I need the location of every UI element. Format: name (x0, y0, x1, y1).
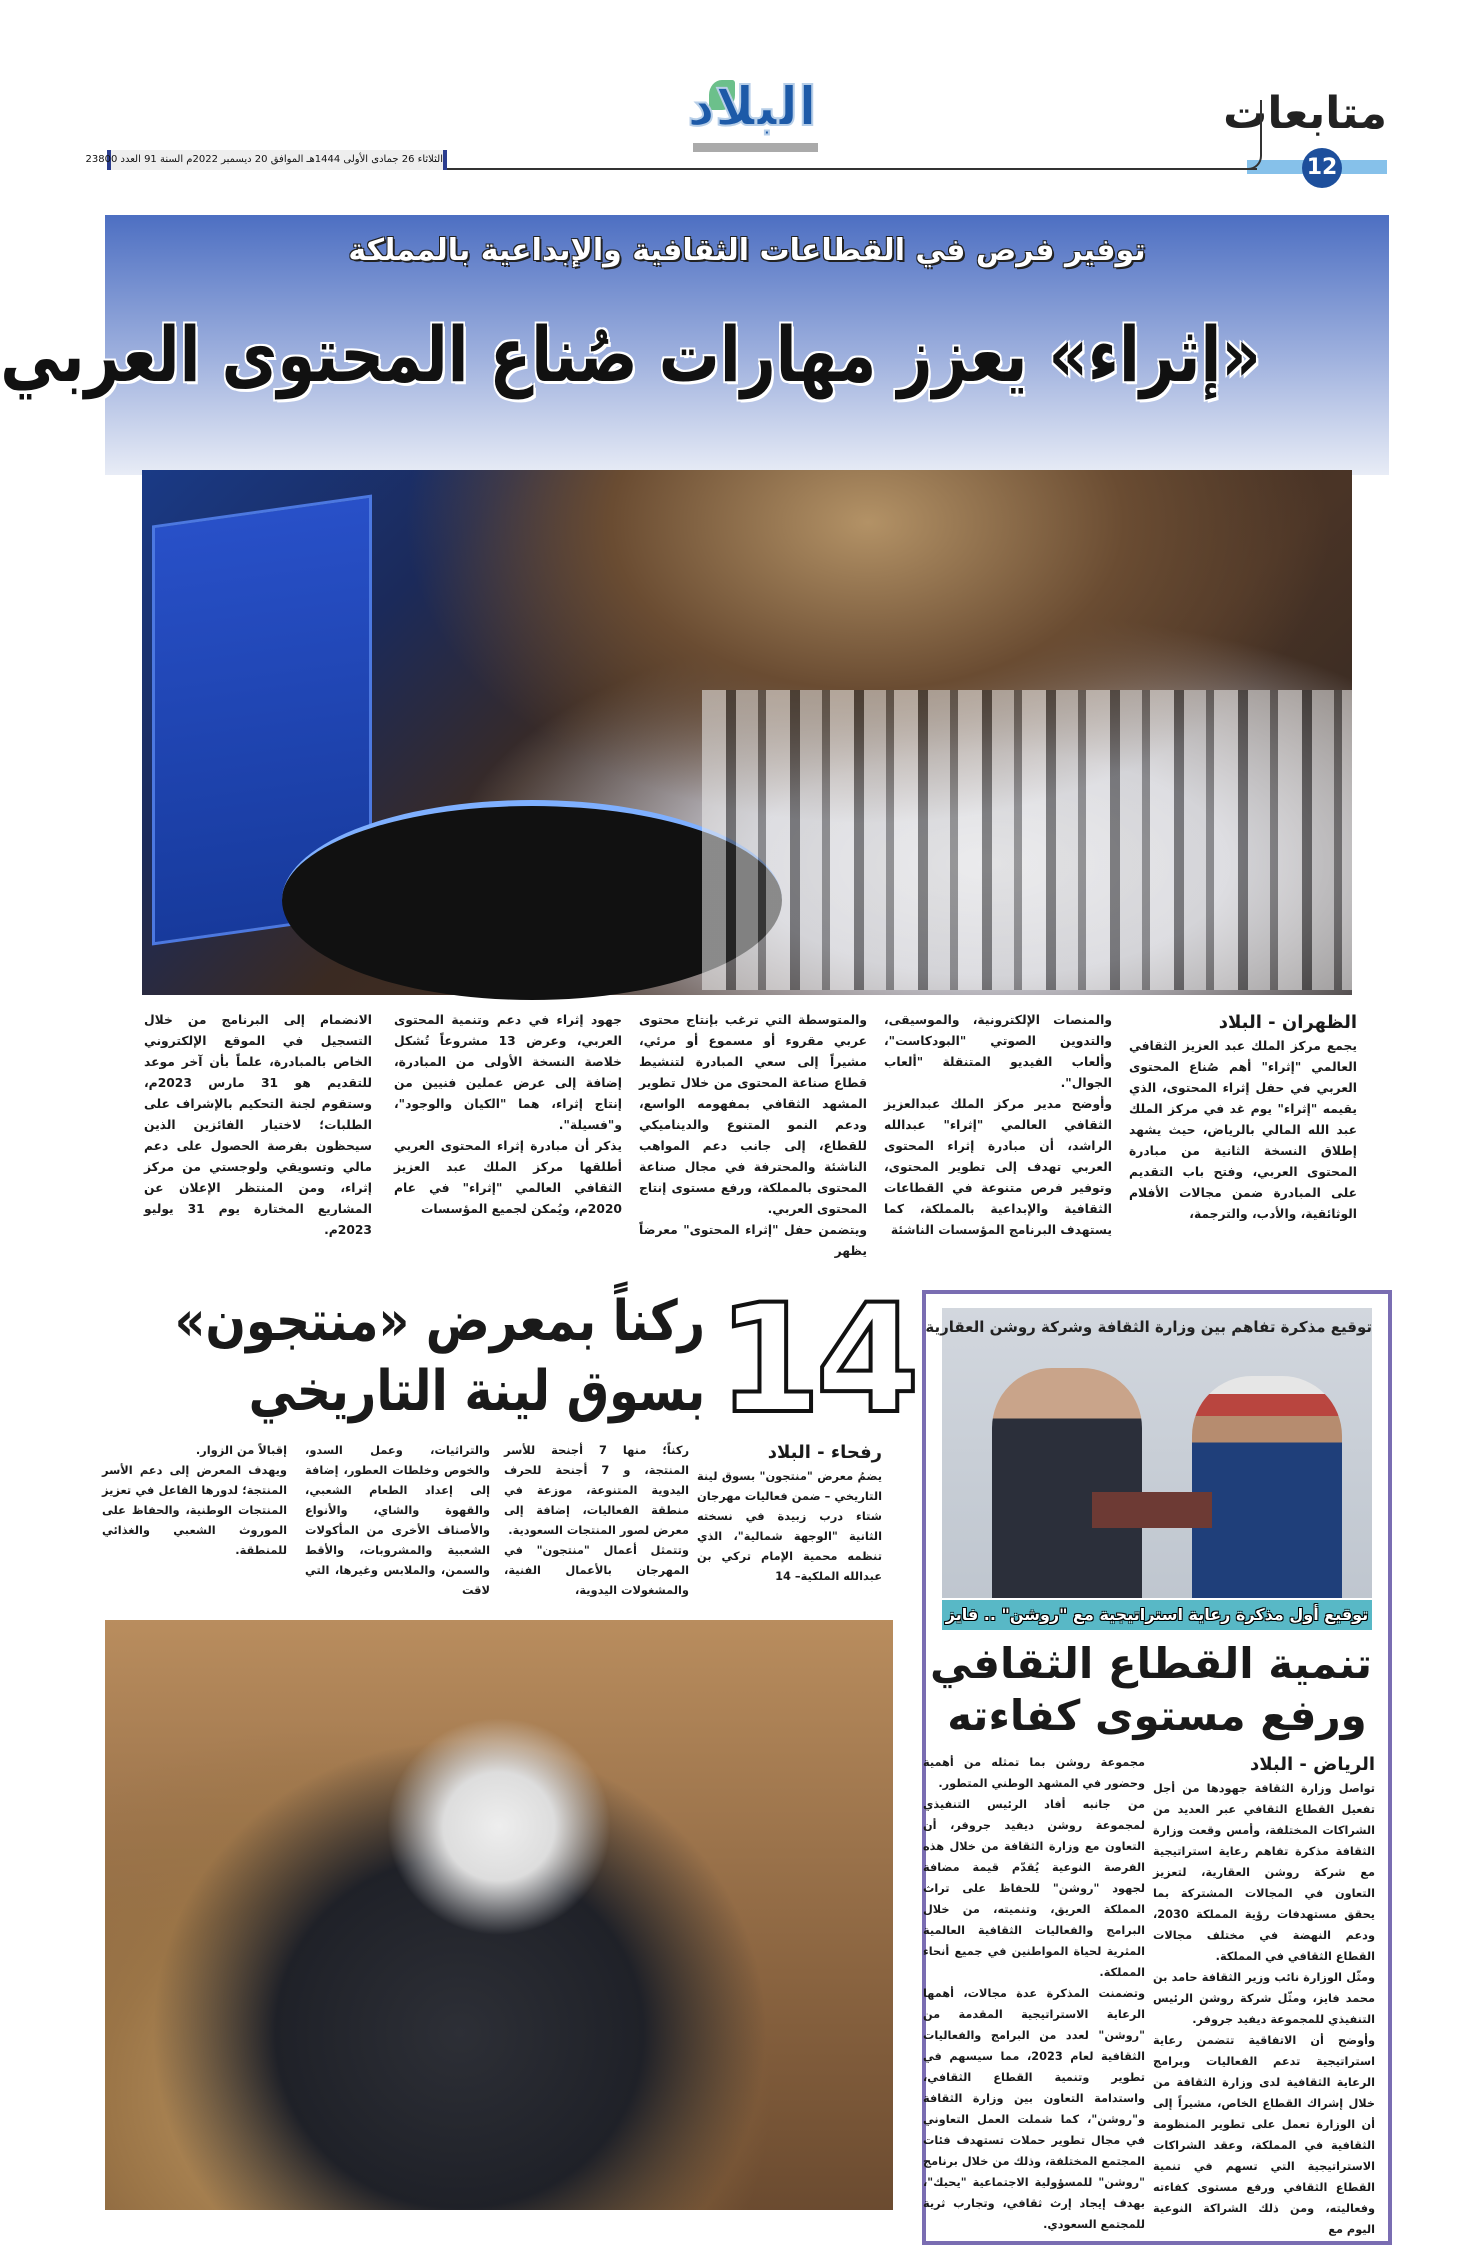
paragraph: والمتوسطة التي ترغب بإنتاج محتوى عربي مقروء أو مسموع أو مرئي، مشيراً إلى سعي المبادرة لتنشيط قطاع صناعة المحتوى من خلال تطوير المشهد الثقافي بمفهومه الواسع، ودعم النمو المتنوع والديناميكي للقطاع، إلى جانب دعم المواهب الناشئة والمحترفة في مجال صناعة المحتوى بالمملكة، ورفع مستوى إنتاج المحتوى العربي. (639, 1013, 867, 1216)
paragraph: وأوضح أن الاتفاقية تتضمن رعاية استراتيجية تدعم الفعاليات وبرامج الرعاية الثقافية لدى وزارة الثقافة من خلال إشراك القطاع الخاص، مشيراً إلى أن الوزارة تعمل على تطوير المنظومة الثقافية في المملكة، وعقد الشراكات الاستراتيجية التي تسهم في تنمية القطاع الثقافي ورفع مستوى كفاءته وفعاليته، ومن ذلك الشراكة النوعية اليوم مع (1153, 2034, 1375, 2236)
newspaper-logo: البلاد (687, 75, 817, 138)
header-rule-curve (1242, 100, 1262, 170)
article3-photo-signing (925, 1308, 1372, 1598)
article3-column-1 (1153, 1752, 1375, 2240)
article1-kicker: توفير فرص في القطاعات الثقافية والإبداعية بالمملكة (348, 233, 1146, 268)
paragraph: مجموعة روشن بما تمثله من أهمية وحضور في المشهد الوطني المتطور. (923, 1756, 1145, 1790)
article2-headline-line2: بسوق لينة التاريخي (248, 1359, 705, 1424)
article1-column-4 (394, 1010, 622, 1220)
paragraph: ويهدف المعرض إلى دعم الأسر المنتجة؛ لدورها الفاعل في تعزيز المنتجات الوطنية، والحفاظ على الموروث الشعبي والغذائي للمنطقة. (102, 1463, 287, 1557)
paragraph: وأوضح مدير مركز الملك عبدالعزيز الثقافي العالمي "إثراء" عبدالله الراشد، أن مبادرة إثراء المحتوى العربي تهدف إلى تطوير المحتوى، وتوفير فرص متنوعة في القطاعات الثقافية والإبداعية بالمملكة، كما يستهدف البرنامج المؤسسات الناشئة (884, 1097, 1112, 1237)
article3-caption: توقيع أول مذكرة رعاية استراتيجية مع "روشن" .. فايز (942, 1600, 1372, 1630)
photo-signed-folders (1092, 1492, 1212, 1528)
article1-photo-auditorium (142, 470, 1352, 995)
paragraph: ومثّل الوزارة نائب وزير الثقافة حامد بن محمد فايز، ومثّل شركة روشن الرئيس التنفيذي للمجموعة ديفيد جروفر. (1153, 1971, 1375, 2026)
article1-byline: الظهران - البلاد (1218, 1012, 1357, 1033)
article1-header-banner (0, 215, 1389, 475)
article3-headline-line2: ورفع مستوى كفاءته (947, 1691, 1367, 1740)
photo-backdrop-text: توقيع مذكرة تفاهم بين وزارة الثقافة وشركة روشن العقارية (925, 1318, 1372, 1336)
article3-headline-line1: تنمية القطاع الثقافي (929, 1639, 1372, 1688)
page-number: 12 (1302, 148, 1342, 188)
paragraph: ويتضمن حفل "إثراء المحتوى" معرضاً يظهر (639, 1223, 867, 1258)
article1-headline: «إثراء» يعزز مهارات صُناع المحتوى العربي (0, 310, 1261, 399)
article2-column-2 (504, 1440, 689, 1600)
article2-column-1 (697, 1440, 882, 1586)
paragraph: من جانبه أفاد الرئيس التنفيذي لمجموعة روشن ديفيد جروفر، أن التعاون مع وزارة الثقافة من خلال هذه الفرصة النوعية يُقدّم قيمة مضافة لجهود "روشن" للحفاظ على تراث المملكة العريق، وتنميته، من خلال البرامج والفعاليات الثقافية العالمية المثرية لحياة المواطنين في جميع أنحاء المملكة. (923, 1798, 1145, 1979)
article2-byline: رفحاء - البلاد (767, 1442, 882, 1463)
photo-audience (702, 690, 1352, 990)
paragraph: وتضمنت المذكرة عدة مجالات، أهمها الرعاية الاستراتيجية المقدمة من "روشن" لعدد من البرامج والفعاليات الثقافية لعام 2023، مما سيسهم في تطوير وتنمية القطاع الثقافي، واستدامة التعاون بين وزارة الثقافة و"روشن"، كما شملت العمل التعاوني في مجال تطوير حملات تستهدف فئات المجتمع المختلفة، وذلك من خلال برنامج "روشن" للمسؤولية الاجتماعية "يحيك"، بهدف إيجاد إرث ثقافي، وتجارب ثرية للمجتمع السعودي. (923, 1987, 1145, 2231)
paragraph: يجمع مركز الملك عبد العزيز الثقافي العالمي "إثراء" أهم صُناع المحتوى العربي في حفل إثراء المحتوى، الذي يقيمه "إثراء" يوم غد في مركز الملك عبد الله المالي بالرياض، حيث يشهد إطلاق النسخة الثانية من مبادرة المحتوى العربي، وفتح باب التقديم على المبادرة ضمن مجالات الأفلام الوثائقية، والأدب، والترجمة، (1129, 1039, 1357, 1221)
paragraph: إقبالاً من الزوار. (195, 1443, 287, 1457)
paragraph: الانضمام إلى البرنامج من خلال التسجيل في الموقع الإلكتروني الخاص بالمبادرة، علماً بأن آخر موعد للتقديم هو 31 مارس 2023م، وستقوم لجنة التحكيم بالإشراف على الطلبات؛ لاختيار الفائزين الذين سيحظون بفرصة الحصول على دعم مالي وتسويقي ولوجستي من مركز إثراء، ومن المنتظر الإعلان عن المشاريع المختارة يوم 31 يوليو 2023م. (144, 1013, 372, 1237)
paragraph: جهود إثراء في دعم وتنمية المحتوى العربي، وعرض 13 مشروعاً تُشكل خلاصة النسخة الأولى من المبادرة، إضافة إلى عرض عملين فنيين من إنتاج إثراء، هما "الكيان والوجود"، و"فسيلة". (394, 1013, 622, 1132)
section-title: متابعات (1223, 88, 1387, 139)
paragraph: يذكر أن مبادرة إثراء المحتوى العربي أطلقها مركز الملك عبد العزيز الثقافي العالمي "إثراء" في عام 2020م، ويُمكن لجميع المؤسسات (394, 1139, 622, 1216)
article1-column-3 (639, 1010, 867, 1262)
article3-headline (929, 1638, 1372, 1742)
photo-person-left (992, 1368, 1142, 1598)
paragraph: والمنصات الإلكترونية، والموسيقى، والتدوين الصوتي "البودكاست"، وألعاب الفيديو المتنقلة "ألعاب الجوال". (884, 1013, 1112, 1090)
article3-column-2 (923, 1752, 1145, 2235)
article2-headline-line1: ركناً بمعرض «منتجون» (174, 1289, 705, 1354)
paragraph: وتتمثل أعمال "منتجون" في المهرجان بالأعمال الفنية، والمشغولات اليدوية، (504, 1543, 689, 1597)
article1-column-2 (884, 1010, 1112, 1241)
paragraph: والتراثيات، وعمل السدو، والخوص وخلطات العطور، إضافة إلى إعداد الطعام الشعبي، والقهوة والشاي، والأنواع والأصناف الأخرى من المأكولات الشعبية والمشروبات، والأقط والسمن، والملابس وغيرها، التي لاقت (305, 1443, 490, 1597)
logo-underline (693, 143, 818, 152)
article1-column-5 (144, 1010, 372, 1241)
article1-column-1 (1129, 1010, 1357, 1225)
paragraph: يضمُ معرض "منتجون" بسوق لينة التاريخي – ضمن فعاليات مهرجان شتاء درب زبيدة في نسخته الثانية "الوجهة شمالية"، الذي تنظمه محمية الإمام تركي بن عبدالله الملكية– 14 (697, 1469, 882, 1583)
photo-person-right (1192, 1376, 1342, 1598)
paragraph: ركناً؛ منها 7 أجنحة للأسر المنتجة، و 7 أجنحة للحرف اليدوية المتنوعة، موزعة في منطقة الفعاليات، إضافة إلى معرض لصور المنتجات السعودية. (504, 1443, 689, 1537)
date-line: الثلاثاء 26 جمادى الأولى 1444هـ الموافق 20 ديسمبر 2022م السنة 91 العدد 23800 (107, 150, 447, 170)
article3-byline: الرياض - البلاد (1249, 1754, 1375, 1775)
article2-column-4 (102, 1440, 287, 1560)
article2-headline-number: 14 (717, 1273, 914, 1447)
article2-photo-craftsman (105, 1620, 893, 2210)
paragraph: تواصل وزارة الثقافة جهودها من أجل تفعيل القطاع الثقافي عبر العديد من الشراكات المختلفة، وأمس وقعت وزارة الثقافة مذكرة تفاهم رعاية استراتيجية مع شركة روشن العقارية، لتعزيز التعاون في المجالات المشتركة بما يحقق مستهدفات رؤية المملكة 2030، ودعم النهضة في مختلف مجالات القطاع الثقافي في المملكة. (1153, 1782, 1375, 1963)
article2-column-3 (305, 1440, 490, 1600)
